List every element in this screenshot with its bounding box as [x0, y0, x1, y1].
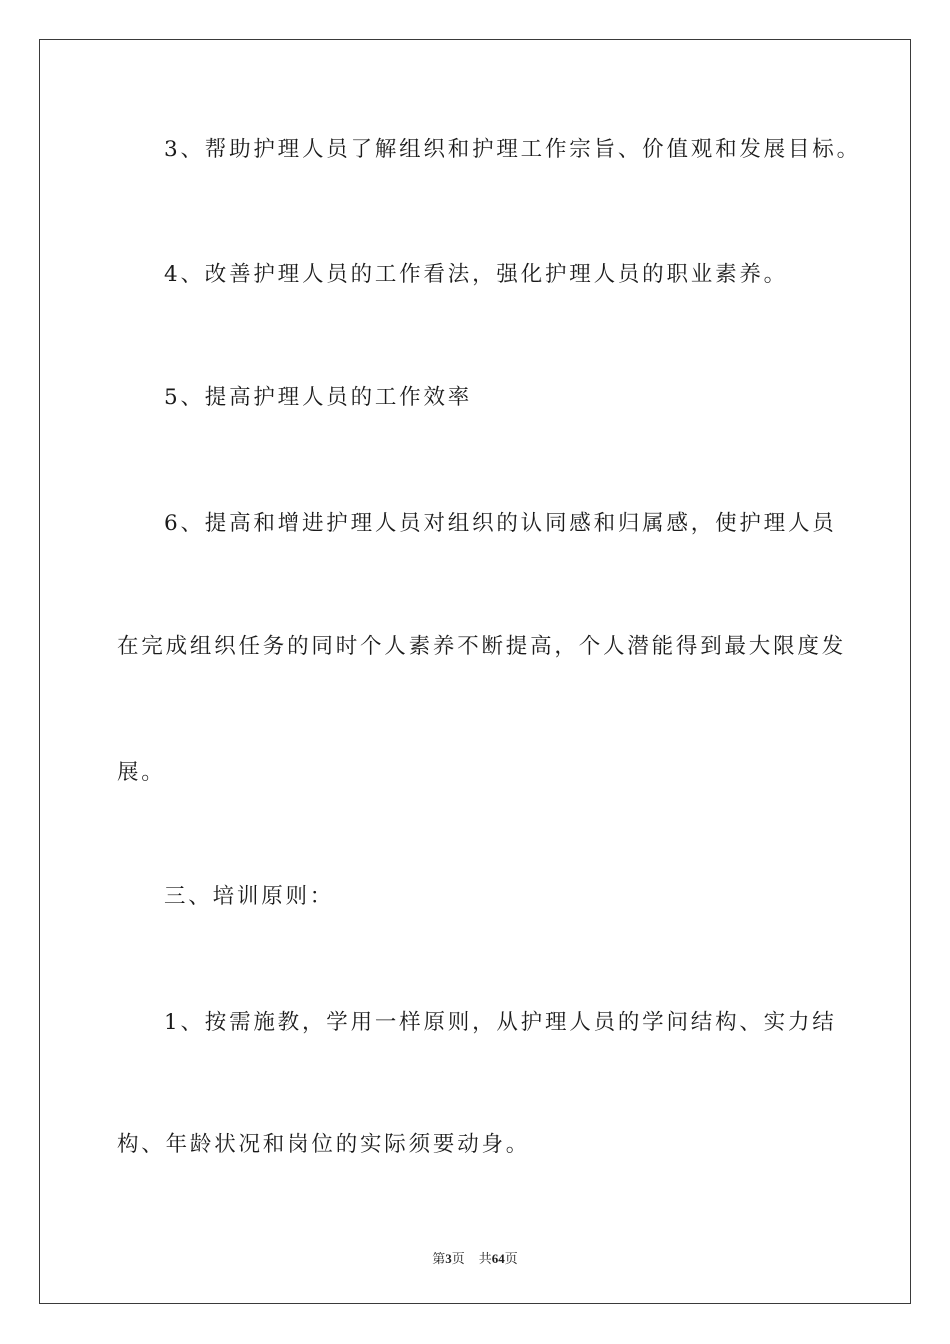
section-heading: 三、培训原则： [164, 884, 335, 909]
paragraph-line: 在完成组织任务的同时个人素养不断提高，个人潜能得到最大限度发 [117, 634, 847, 659]
page-number: 3 [445, 1251, 452, 1266]
paragraph-line: 展。 [117, 760, 166, 785]
total-suffix: 页 [504, 1251, 518, 1266]
paragraph-line: 6、提高和增进护理人员对组织的认同感和归属感，使护理人员 [164, 511, 837, 536]
paragraph-line: 4、改善护理人员的工作看法，强化护理人员的职业素养。 [164, 262, 788, 287]
total-pages: 64 [491, 1251, 505, 1266]
paragraph-line: 5、提高护理人员的工作效率 [164, 385, 473, 410]
paragraph-line: 1、按需施教，学用一样原则，从护理人员的学问结构、实力结 [164, 1010, 837, 1035]
page-footer [0, 1248, 950, 1267]
total-prefix: 共 [478, 1251, 492, 1266]
paragraph-line: 构、年龄状况和岗位的实际须要动身。 [117, 1132, 531, 1157]
page-border [39, 39, 911, 1304]
page-suffix: 页 [451, 1251, 465, 1266]
paragraph-line: 3、帮助护理人员了解组织和护理工作宗旨、价值观和发展目标。 [164, 137, 861, 162]
page-prefix: 第 [432, 1251, 446, 1266]
